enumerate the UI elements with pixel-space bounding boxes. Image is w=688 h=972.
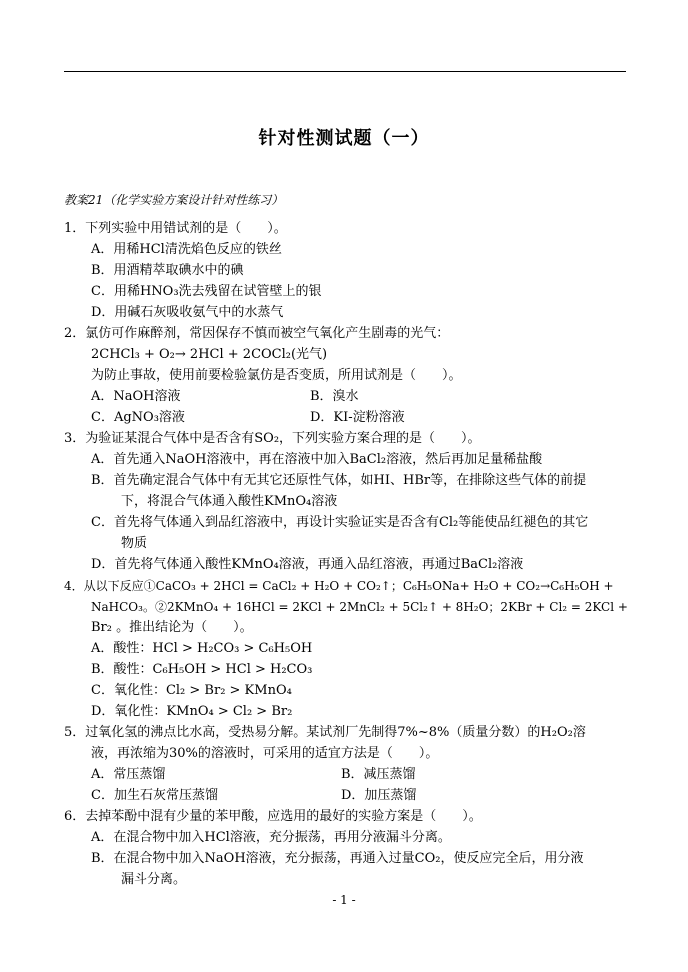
question-5-cont: 液，再浓缩为30%的溶液时，可采用的适宜方法是（ ）。 [91,746,439,761]
q1-option-a: A．用稀HCl清洗焰色反应的铁丝 [91,242,282,257]
question-2: 2．氯仿可作麻醉剂，常因保存不慎而被空气氧化产生剧毒的光气： [64,326,450,341]
q5-option-a: A．常压蒸馏 [91,767,166,782]
q2-equation: 2CHCl₃ + O₂→ 2HCl + 2COCl₂(光气) [91,347,328,362]
q5-option-c: C．加生石灰常压蒸馏 [91,788,218,803]
question-4-cont-2: Br₂ 。推出结论为（ ）。 [91,620,253,635]
question-1: 1．下列实验中用错试剂的是（ ）。 [64,221,287,236]
section-heading: 教案21（化学实验方案设计针对性练习） [64,193,284,207]
q1-option-c: C．用稀HNO₃洗去残留在试管壁上的银 [91,284,322,299]
question-6: 6．去掉苯酚中混有少量的苯甲酸，应选用的最好的实验方案是（ ）。 [64,809,482,824]
q4-option-a: A．酸性：HCl > H₂CO₃ > C₆H₅OH [91,641,313,656]
q3-option-b: B．首先确定混合气体中有无其它还原性气体，如HI、HBr等，在排除这些气体的前提 [91,473,587,488]
question-5: 5．过氧化氢的沸点比水高，受热易分解。某试剂厂先制得7%~8%（质量分数）的H₂O₂溶 [64,725,586,740]
q4-option-b: B．酸性：C₆H₅OH > HCl > H₂CO₃ [91,662,313,677]
q3-option-d: D．首先将气体通入酸性KMnO₄溶液，再通入品红溶液，再通过BaCl₂溶液 [91,557,524,572]
q3-option-b-cont: 下，将混合气体通入酸性KMnO₄溶液 [121,494,338,509]
q1-option-b: B．用酒精萃取碘水中的碘 [91,263,244,278]
q4-option-c: C．氧化性：Cl₂ > Br₂ > KMnO₄ [91,683,292,698]
q6-option-b: B．在混合物中加入NaOH溶液，充分振荡，再通入过量CO₂，使反应完全后，用分液 [91,851,584,866]
q3-option-c: C．首先将气体通入到品红溶液中，再设计实验证实是否含有Cl₂等能使品红褪色的其它 [91,515,589,530]
q5-option-d: D．加压蒸馏 [341,788,417,803]
q4-option-d: D．氧化性：KMnO₄ > Cl₂ > Br₂ [91,704,293,719]
q2-option-a: A．NaOH溶液 [91,389,181,404]
q3-option-c-cont: 物质 [121,536,148,551]
q2-option-c: C．AgNO₃溶液 [91,410,185,425]
header-rule [64,71,626,72]
question-3: 3．为验证某混合气体中是否含有SO₂，下列实验方案合理的是（ ）。 [64,431,481,446]
q2-text: 为防止事故，使用前要检验氯仿是否变质，所用试剂是（ ）。 [91,368,462,383]
q1-option-d: D．用碱石灰吸收氨气中的水蒸气 [91,305,284,320]
page-title: 针对性测试题（一） [258,128,430,149]
q2-option-b: B．溴水 [310,389,359,404]
q3-option-a: A．首先通入NaOH溶液中，再在溶液中加入BaCl₂溶液，然后再加足量稀盐酸 [91,452,543,467]
q5-option-b: B．减压蒸馏 [341,767,416,782]
question-4-cont: NaHCO₃。②2KMnO₄ + 16HCl = 2KCl + 2MnCl₂ + 5Cl₂↑ + 8H₂O；2KBr + Cl₂ = 2KCl + [91,600,628,614]
question-4: 4．从以下反应①CaCO₃ + 2HCl = CaCl₂ + H₂O + CO₂↑；C₆H₅ONa+ H₂O + CO₂→C₆H₅OH + [64,579,614,593]
q6-option-a: A．在混合物中加入HCl溶液，充分振荡，再用分液漏斗分离。 [91,830,451,845]
q2-option-d: D．KI-淀粉溶液 [310,410,405,425]
q6-option-b-cont: 漏斗分离。 [121,872,187,887]
page-number: - 1 - [332,893,356,907]
